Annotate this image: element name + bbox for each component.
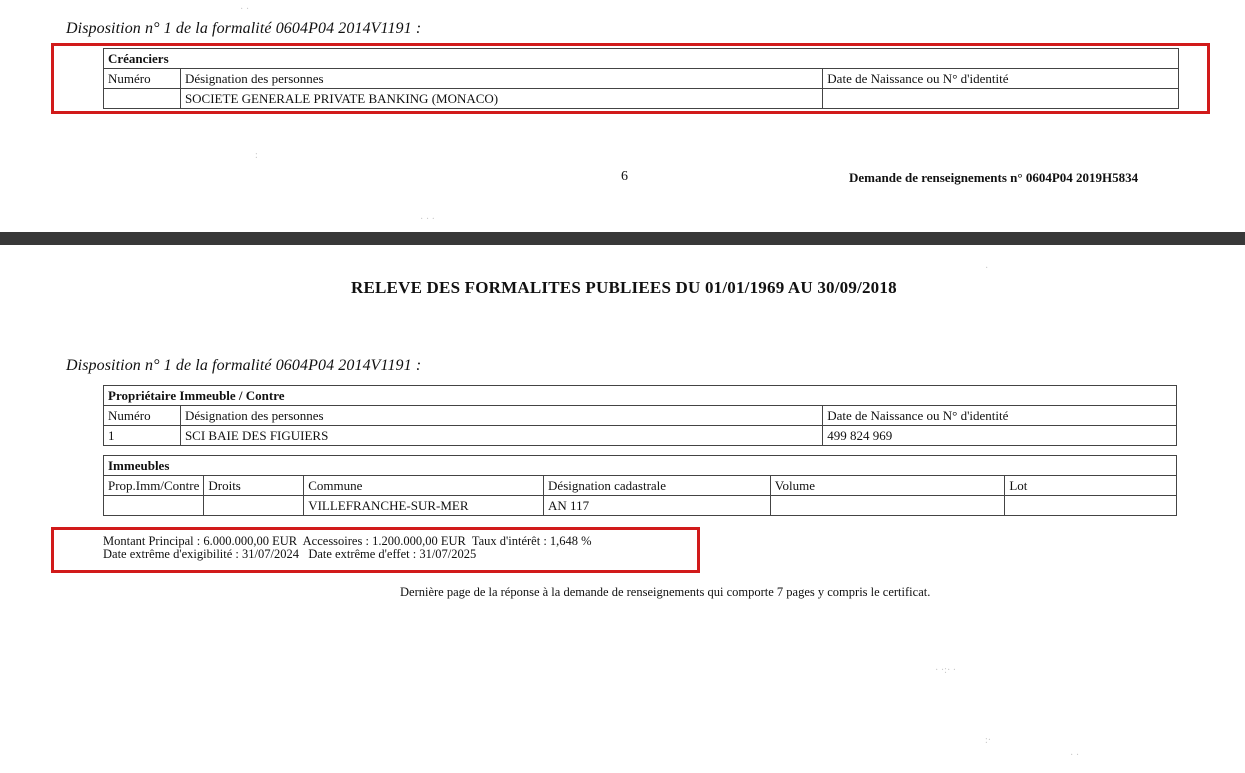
disposition-title: Disposition n° 1 de la formalité 0604P04 2014V1191 : (66, 20, 422, 37)
table-cell (1005, 496, 1177, 516)
table-section-row (104, 386, 1177, 406)
table-cell (104, 496, 204, 516)
column-header: Numéro (104, 69, 181, 89)
column-header: Désignation cadastrale (544, 476, 771, 496)
column-header: Lot (1005, 476, 1177, 496)
disposition-title: Disposition n° 1 de la formalité 0604P04 2014V1191 : (66, 357, 422, 374)
amounts-line: Montant Principal : 6.000.000,00 EUR Accessoires : 1.200.000,00 EUR Taux d'intérêt : 1,648 % (103, 534, 592, 548)
page-number: 6 (621, 169, 628, 184)
column-header: Droits (204, 476, 304, 496)
section-title: Immeubles (104, 456, 1177, 476)
table-row (104, 426, 1177, 446)
table-header-row (104, 406, 1177, 426)
column-header: Volume (770, 476, 1005, 496)
section-title: Créanciers (104, 49, 1179, 69)
table-cell: 499 824 969 (823, 426, 1177, 446)
table-cell (770, 496, 1005, 516)
table-header-row (104, 476, 1177, 496)
column-header: Date de Naissance ou N° d'identité (823, 406, 1177, 426)
column-header: Désignation des personnes (180, 69, 822, 89)
scan-noise: · (985, 263, 989, 274)
highlight-box-amounts (51, 527, 700, 573)
document-page-top (0, 0, 1245, 232)
column-header: Prop.Imm/Contre (104, 476, 204, 496)
table-cell: VILLEFRANCHE-SUR-MER (304, 496, 544, 516)
column-header: Date de Naissance ou N° d'identité (823, 69, 1179, 89)
table-section-row (104, 456, 1177, 476)
scan-noise: :· (985, 735, 992, 746)
page-separator (0, 232, 1245, 245)
table-cell: SOCIETE GENERALE PRIVATE BANKING (MONACO) (180, 89, 822, 109)
scan-noise: · · (240, 4, 250, 15)
section-title: Propriétaire Immeuble / Contre (104, 386, 1177, 406)
owner-table (103, 385, 1177, 446)
scan-noise: · · · (420, 214, 435, 225)
highlight-box-creditors (51, 43, 1210, 114)
column-header: Désignation des personnes (180, 406, 822, 426)
table-cell: AN 117 (544, 496, 771, 516)
scan-noise: · · (1070, 750, 1080, 761)
amounts-line: Date extrême d'exigibilité : 31/07/2024 Date extrême d'effet : 31/07/2025 (103, 547, 477, 561)
document-page-bottom (0, 245, 1245, 773)
scan-noise: : (255, 150, 258, 161)
scan-noise: · ·:· · (935, 665, 957, 676)
table-cell: SCI BAIE DES FIGUIERS (180, 426, 822, 446)
column-header: Commune (304, 476, 544, 496)
request-reference: Demande de renseignements n° 0604P04 2019H5834 (849, 170, 1139, 185)
table-cell (204, 496, 304, 516)
table-row (104, 496, 1177, 516)
table-cell: 1 (104, 426, 181, 446)
page-heading: RELEVE DES FORMALITES PUBLIEES DU 01/01/1969 AU 30/09/2018 (351, 278, 897, 297)
column-header: Numéro (104, 406, 181, 426)
property-table (103, 455, 1177, 516)
final-page-note: Dernière page de la réponse à la demande de renseignements qui comporte 7 pages y compris le certificat. (400, 585, 931, 599)
